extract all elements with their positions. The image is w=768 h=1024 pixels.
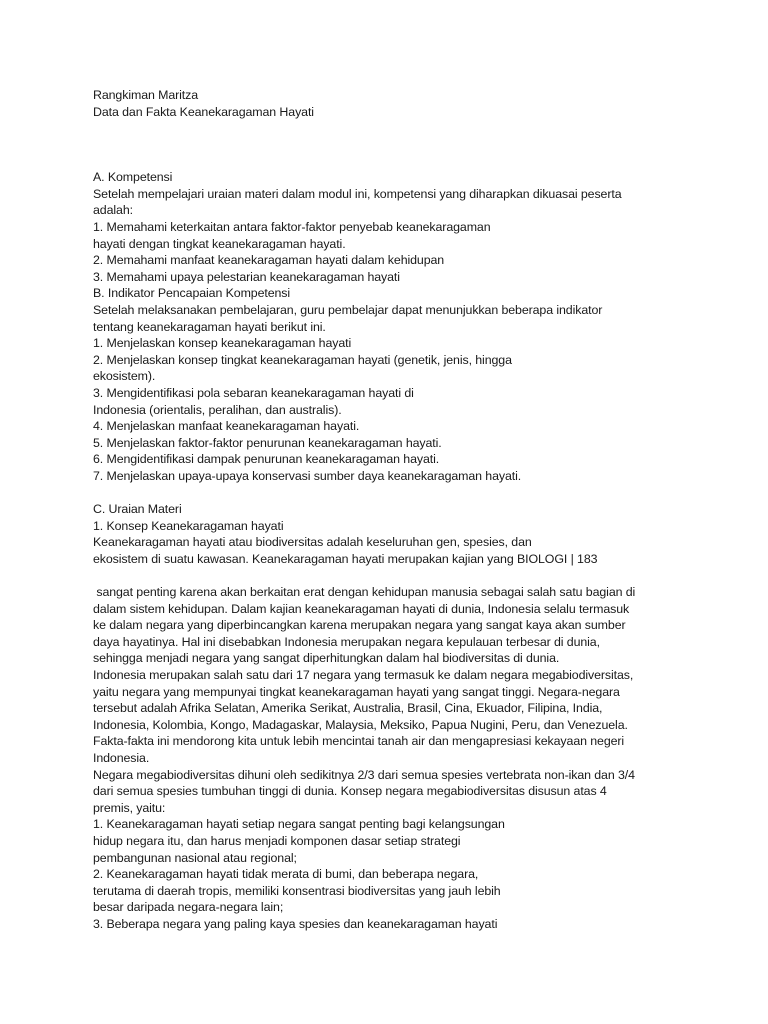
section-heading: B. Indikator Pencapaian Kompetensi bbox=[93, 286, 291, 301]
paragraph-line: Setelah mempelajari uraian materi dalam modul ini, kompetensi yang diharapkan dikuasai peserta bbox=[93, 186, 622, 201]
subsection-heading: 1. Konsep Keanekaragaman hayati bbox=[93, 518, 284, 533]
document-header bbox=[93, 87, 693, 120]
list-item: 2. Keanekaragaman hayati tidak merata di bumi, dan beberapa negara, bbox=[93, 867, 479, 882]
paragraph-line: adalah: bbox=[93, 203, 133, 218]
paragraph-line: Indonesia. bbox=[93, 750, 150, 765]
list-item: 7. Menjelaskan upaya-upaya konservasi sumber daya keanekaragaman hayati. bbox=[93, 468, 522, 483]
paragraph-line: ke dalam negara yang diperbincangkan karena merupakan negara yang sangat kaya akan sumber bbox=[93, 618, 626, 633]
list-item: terutama di daerah tropis, memiliki konsentrasi biodiversitas yang jauh lebih bbox=[93, 883, 501, 898]
section-heading: C. Uraian Materi bbox=[93, 502, 182, 517]
paragraph-line: Fakta-fakta ini mendorong kita untuk lebih mencintai tanah air dan mengapresiasi kekayaan negeri bbox=[93, 734, 625, 749]
list-item: pembangunan nasional atau regional; bbox=[93, 850, 297, 865]
list-item: Indonesia (orientalis, peralihan, dan australis). bbox=[93, 402, 342, 417]
paragraph-line: Indonesia merupakan salah satu dari 17 negara yang termasuk ke dalam negara megabiodiversitas, bbox=[93, 668, 634, 682]
body-text bbox=[93, 584, 693, 932]
list-item: hidup negara itu, dan harus menjadi komponen dasar setiap strategi bbox=[93, 833, 461, 848]
paragraph-line: Indonesia, Kolombia, Kongo, Madagaskar, Malaysia, Meksiko, Papua Nugini, Peru, dan Venezuela. bbox=[93, 717, 628, 732]
paragraph-line: sehingga menjadi negara yang sangat diperhitungkan dalam hal biodiversitas di dunia. bbox=[93, 651, 560, 666]
paragraph-line: Negara megabiodiversitas dihuni oleh sedikitnya 2/3 dari semua spesies vertebrata non-ikan dan 3/4 bbox=[93, 767, 635, 782]
paragraph-line: ekosistem di suatu kawasan. Keanekaragaman hayati merupakan kajian yang BIOLOGI | 183 bbox=[93, 551, 598, 566]
author-line: Rangkiman Maritza bbox=[93, 88, 199, 102]
paragraph-line: Keanekaragaman hayati atau biodiversitas adalah keseluruhan gen, spesies, dan bbox=[93, 535, 532, 550]
document-body bbox=[93, 87, 693, 933]
section-indikator bbox=[93, 285, 693, 484]
paragraph-line: dalam sistem kehidupan. Dalam kajian keanekaragaman hayati di dunia, Indonesia selalu termasuk bbox=[93, 601, 630, 616]
list-item: hayati dengan tingkat keanekaragaman hayati. bbox=[93, 236, 346, 251]
list-item: 3. Beberapa negara yang paling kaya spesies dan keanekaragaman hayati bbox=[93, 916, 498, 931]
paragraph-line: Setelah melaksanakan pembelajaran, guru pembelajar dapat menunjukkan beberapa indikator bbox=[93, 302, 603, 317]
list-item: 1. Memahami keterkaitan antara faktor-faktor penyebab keanekaragaman bbox=[93, 219, 491, 234]
section-kompetensi bbox=[93, 169, 693, 285]
paragraph-line: yaitu negara yang mempunyai tingkat keanekaragaman hayati yang sangat tinggi. Negara-negara bbox=[93, 684, 620, 699]
paragraph-line: sangat penting karena akan berkaitan erat dengan kehidupan manusia sebagai salah satu bagian di bbox=[93, 585, 636, 600]
paragraph-line: tentang keanekaragaman hayati berikut ini. bbox=[93, 319, 326, 334]
document-title: Data dan Fakta Keanekaragaman Hayati bbox=[93, 104, 314, 119]
paragraph-line: daya hayatinya. Hal ini disebabkan Indonesia merupakan negara kepulauan terbesar di dunia, bbox=[93, 634, 600, 649]
paragraph-line: dari semua spesies tumbuhan tinggi di dunia. Konsep negara megabiodiversitas disusun atas 4 bbox=[93, 784, 607, 799]
list-item: 5. Menjelaskan faktor-faktor penurunan keanekaragaman hayati. bbox=[93, 435, 442, 450]
list-item: 2. Menjelaskan konsep tingkat keanekaragaman hayati (genetik, jenis, hingga bbox=[93, 352, 512, 367]
section-heading: A. Kompetensi bbox=[93, 170, 173, 185]
list-item: 6. Mengidentifikasi dampak penurunan keanekaragaman hayati. bbox=[93, 452, 440, 467]
spacer bbox=[93, 567, 693, 584]
list-item: 1. Keanekaragaman hayati setiap negara sangat penting bagi kelangsungan bbox=[93, 817, 505, 832]
list-item: ekosistem). bbox=[93, 369, 156, 384]
paragraph-line: premis, yaitu: bbox=[93, 800, 166, 815]
list-item: besar daripada negara-negara lain; bbox=[93, 900, 284, 915]
spacer bbox=[93, 484, 693, 501]
spacer bbox=[93, 120, 693, 169]
list-item: 3. Memahami upaya pelestarian keanekaragaman hayati bbox=[93, 269, 400, 284]
list-item: 2. Memahami manfaat keanekaragaman hayati dalam kehidupan bbox=[93, 253, 445, 268]
section-uraian-materi bbox=[93, 501, 693, 567]
paragraph-line: tersebut adalah Afrika Selatan, Amerika Serikat, Australia, Brasil, Cina, Ekuador, Filipina, India, bbox=[93, 701, 603, 716]
list-item: 3. Mengidentifikasi pola sebaran keanekaragaman hayati di bbox=[93, 385, 414, 400]
list-item: 4. Menjelaskan manfaat keanekaragaman hayati. bbox=[93, 419, 360, 434]
list-item: 1. Menjelaskan konsep keanekaragaman hayati bbox=[93, 336, 352, 351]
